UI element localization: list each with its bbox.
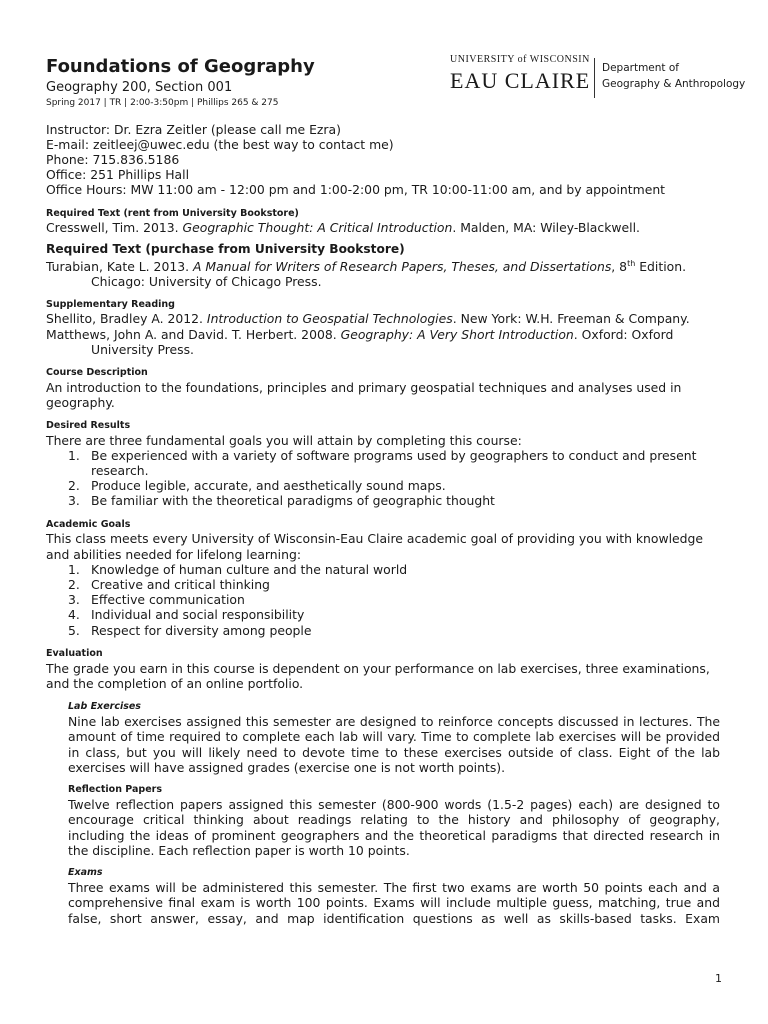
paragraph-line: exercises will have assigned grades (exercise one is not worth points). — [68, 759, 506, 775]
page-title: Foundations of Geography — [46, 56, 315, 77]
instructor-line: Instructor: Dr. Ezra Zeitler (please call me Ezra) — [46, 122, 341, 137]
course-number: Geography 200, Section 001 — [46, 80, 233, 95]
logo-divider — [594, 58, 595, 98]
list-item: Knowledge of human culture and the natural world — [91, 562, 408, 577]
list-item: Be familiar with the theoretical paradigms of geographic thought — [91, 493, 495, 508]
exams-paragraph — [68, 880, 720, 926]
list-item: Respect for diversity among people — [91, 623, 312, 638]
description-line-1: An introduction to the foundations, principles and primary geospatial techniques and analyses used in — [46, 380, 682, 395]
section-heading-academic-goals: Academic Goals — [46, 519, 131, 530]
list-item-number: 5. — [68, 623, 80, 638]
paragraph-line: Three exams will be administered this semester. The first two exams are worth 50 points each and a — [68, 880, 720, 895]
academic-line-2: and abilities needed for lifelong learning: — [46, 547, 301, 562]
paragraph-line: comprehensive final exam is worth 100 points. Exams will include multiple guess, matching, true and — [68, 895, 720, 911]
paragraph-line: the discipline. Each reflection paper is worth 10 points. — [68, 842, 410, 858]
section-heading-evaluation: Evaluation — [46, 648, 103, 659]
reflection-papers-paragraph — [68, 797, 720, 858]
list-item-number: 3. — [68, 592, 80, 607]
desired-intro: There are three fundamental goals you will attain by completing this course: — [46, 433, 522, 448]
paragraph-line: false, short answer, essay, and map identification questions as well as skills-based tasks. Exam — [68, 910, 720, 926]
citation-matthews-cont: University Press. — [91, 342, 194, 357]
page-number: 1 — [715, 972, 722, 985]
list-item: Creative and critical thinking — [91, 577, 270, 592]
subheading-exams: Exams — [68, 867, 103, 878]
evaluation-line-2: and the completion of an online portfolio. — [46, 676, 304, 691]
section-heading-required-rent: Required Text (rent from University Bookstore) — [46, 208, 299, 219]
office-line: Office: 251 Phillips Hall — [46, 167, 190, 182]
section-heading-desired-results: Desired Results — [46, 420, 131, 431]
list-item: Individual and social responsibility — [91, 607, 305, 622]
list-item-number: 3. — [68, 493, 80, 508]
list-item-number: 1. — [68, 448, 80, 463]
list-item: Be experienced with a variety of software programs used by geographers to conduct and present — [91, 448, 697, 463]
paragraph-line: in class, but you will likely need to devote time to these exercises outside of class. Eight of the lab — [68, 744, 720, 760]
citation-cresswell: Cresswell, Tim. 2013. Geographic Thought: A Critical Introduction. Malden, MA: Wiley-Blackwell. — [46, 220, 640, 235]
office-hours-line: Office Hours: MW 11:00 am - 12:00 pm and 1:00-2:00 pm, TR 10:00-11:00 am, and by appointment — [46, 182, 666, 197]
subheading-lab-exercises: Lab Exercises — [68, 701, 141, 712]
citation-shellito: Shellito, Bradley A. 2012. Introduction to Geospatial Technologies. New York: W.H. Freeman & Company. — [46, 311, 690, 326]
list-item-number: 4. — [68, 607, 80, 622]
citation-turabian-cont: Chicago: University of Chicago Press. — [91, 274, 322, 289]
academic-line-1: This class meets every University of Wisconsin-Eau Claire academic goal of providing you with knowledge — [46, 531, 704, 546]
phone-line: Phone: 715.836.5186 — [46, 152, 180, 167]
paragraph-line: encourage critical thinking about readings relating to the history and philosophy of geography, — [68, 812, 720, 828]
logo-university-line: UNIVERSITY of WISCONSIN — [450, 54, 590, 65]
list-item: research. — [91, 463, 149, 478]
description-line-2: geography. — [46, 395, 115, 410]
list-item: Effective communication — [91, 592, 245, 607]
list-item: Produce legible, accurate, and aesthetically sound maps. — [91, 478, 446, 493]
logo-campus-name: EAU CLAIRE — [450, 68, 591, 93]
section-heading-description: Course Description — [46, 367, 148, 378]
section-heading-required-purchase: Required Text (purchase from University Bookstore) — [46, 242, 405, 256]
citation-matthews: Matthews, John A. and David. T. Herbert. 2008. Geography: A Very Short Introduction. Oxford: Oxford — [46, 327, 674, 342]
course-schedule: Spring 2017 | TR | 2:00-3:50pm | Phillips 265 & 275 — [46, 98, 279, 108]
logo-dept-line2: Geography & Anthropology — [602, 78, 746, 90]
logo-dept-line1: Department of — [602, 62, 679, 74]
citation-turabian: Turabian, Kate L. 2013. A Manual for Writers of Research Papers, Theses, and Dissertations, 8th Edition. — [46, 258, 687, 274]
paragraph-line: Nine lab exercises assigned this semester are designed to reinforce concepts discussed in lectures. The — [68, 714, 720, 729]
list-item-number: 1. — [68, 562, 80, 577]
subheading-reflection-papers: Reflection Papers — [68, 784, 162, 795]
paragraph-line: amount of time required to complete each lab will vary. Time to complete lab exercises will be provided — [68, 729, 720, 745]
evaluation-line-1: The grade you earn in this course is dependent on your performance on lab exercises, three examinations, — [46, 661, 710, 676]
paragraph-line: Twelve reflection papers assigned this semester (800-900 words (1.5-2 pages) each) are designed to — [68, 797, 720, 812]
email-line: E-mail: zeitleej@uwec.edu (the best way to contact me) — [46, 137, 394, 152]
lab-exercises-paragraph — [68, 714, 720, 775]
section-heading-supplementary: Supplementary Reading — [46, 299, 175, 310]
paragraph-line: including the ideas of prominent geographers and the theoretical paradigms that directed research in — [68, 827, 720, 843]
list-item-number: 2. — [68, 577, 80, 592]
list-item-number: 2. — [68, 478, 80, 493]
